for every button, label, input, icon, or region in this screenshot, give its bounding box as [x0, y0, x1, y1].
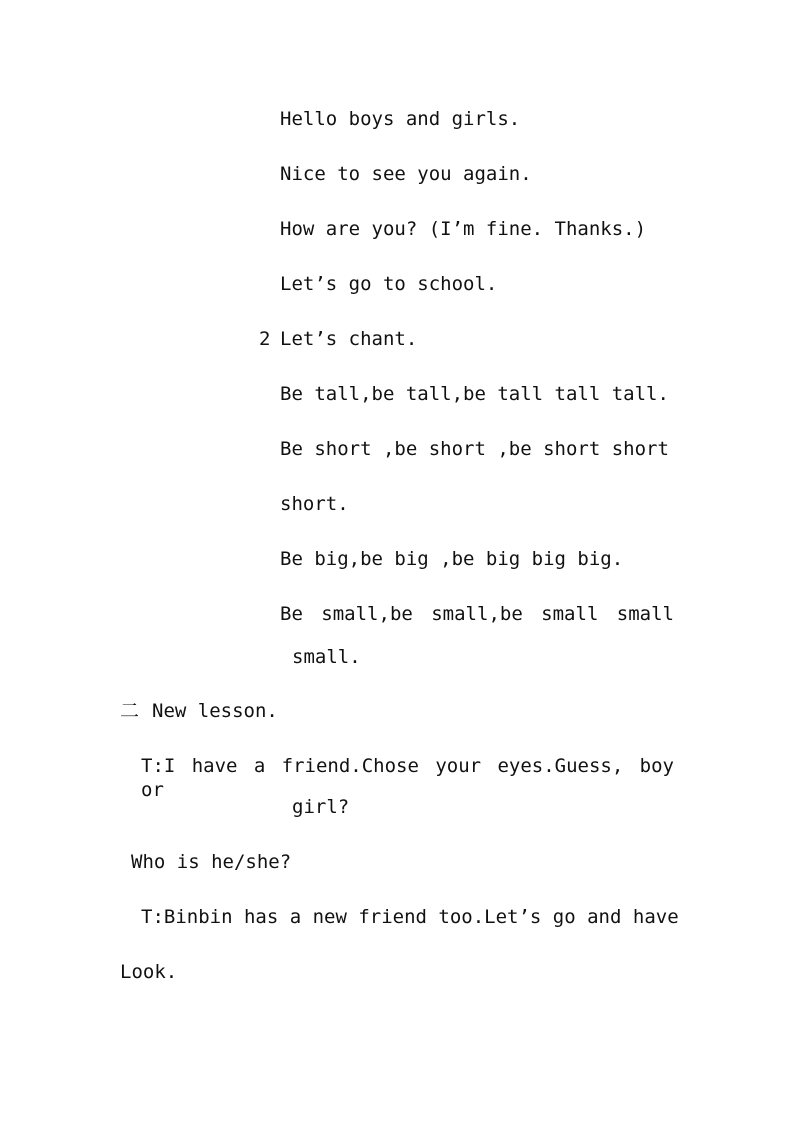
- section-heading: New lesson.: [152, 700, 278, 722]
- text-line: T:I have a friend.Chose your eyes.Guess, boy or: [141, 755, 674, 801]
- text-line: Be short ,be short ,be short short: [280, 438, 669, 460]
- text-line: girl?: [292, 796, 350, 818]
- text-line: Be small,be small,be small small: [280, 603, 674, 625]
- text-line: short.: [280, 493, 349, 515]
- text-line: Let’s chant.: [280, 328, 418, 350]
- text-line: Be tall,be tall,be tall tall tall.: [280, 383, 669, 405]
- text-line: Let’s go to school.: [280, 273, 498, 295]
- list-number: 2: [259, 328, 271, 350]
- section-number: 二: [120, 700, 140, 722]
- text-line: small.: [292, 646, 361, 668]
- text-line: Nice to see you again.: [280, 163, 532, 185]
- text-line: How are you? (I’m fine. Thanks.): [280, 218, 647, 240]
- text-line: Who is he/she?: [131, 851, 292, 873]
- text-line: Look.: [120, 961, 178, 983]
- text-line: Be big,be big ,be big big big.: [280, 548, 624, 570]
- text-line: T:Binbin has a new friend too.Let’s go and have: [141, 906, 679, 928]
- text-line: Hello boys and girls.: [280, 108, 521, 130]
